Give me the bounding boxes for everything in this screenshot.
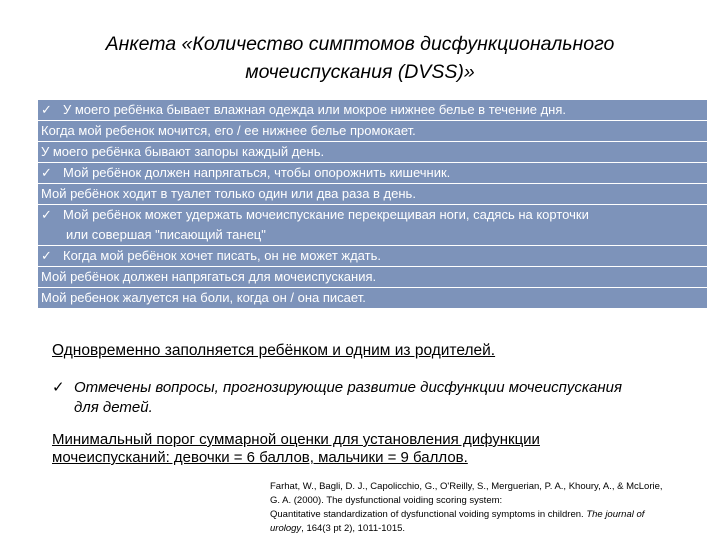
questionnaire-table <box>38 99 707 309</box>
threshold-line-2: мочеиспусканий: девочки = 6 баллов, мальчики = 9 баллов. <box>52 449 468 466</box>
question-text: Когда мой ребенок мочится, его / ее нижнее белье промокает. <box>41 123 416 138</box>
reference-citation <box>270 480 720 536</box>
question-row-2 <box>38 121 707 142</box>
note-line-1: Отмечены вопросы, прогнозирующие развитие дисфункции мочеиспускания <box>74 379 622 396</box>
question-row-5 <box>38 184 707 205</box>
fill-note: Одновременно заполняется ребёнком и одним из родителей. <box>52 342 496 359</box>
question-text-continued: или совершая "писающий танец" <box>66 227 266 242</box>
title-line-1: Анкета «Количество симптомов дисфункционального <box>105 33 615 55</box>
question-row-4 <box>38 163 707 184</box>
note-line-2: для детей. <box>74 399 153 416</box>
checkmark-icon: ✓ <box>41 207 52 222</box>
reference-line-3: Quantitative standardization of dysfunctional voiding symptoms in children. The journal of <box>270 509 645 520</box>
question-text: У моего ребёнка бывает влажная одежда или мокрое нижнее белье в течение дня. <box>63 102 567 117</box>
question-text: Мой ребёнок должен напрягаться, чтобы опорожнить кишечник. <box>63 165 451 180</box>
page-title <box>40 30 680 86</box>
question-text: Когда мой ребёнок хочет писать, он не может ждать. <box>63 248 381 263</box>
checkmark-icon: ✓ <box>41 248 52 263</box>
question-row-9 <box>38 288 707 309</box>
question-text: Мой ребёнок ходит в туалет только один или два раза в день. <box>41 186 416 201</box>
question-row-7 <box>38 246 707 267</box>
question-text: Мой ребёнок может удержать мочеиспускание перекрещивая ноги, садясь на корточки <box>63 207 589 222</box>
marked-questions-note <box>52 378 692 418</box>
journal-name: The journal of <box>586 509 645 520</box>
question-row-8 <box>38 267 707 288</box>
title-line-2: мочеиспускания (DVSS)» <box>245 61 475 83</box>
reference-line-2: G. A. (2000). The dysfunctional voiding scoring system: <box>270 495 503 506</box>
reference-line-1: Farhat, W., Bagli, D. J., Capolicchio, G., O'Reilly, S., Merguerian, P. A., Khoury, A., & McLorie, <box>270 481 663 492</box>
question-text: У моего ребёнка бывают запоры каждый день. <box>41 144 325 159</box>
checkmark-icon: ✓ <box>41 165 52 180</box>
threshold-note <box>52 431 672 467</box>
question-row-3 <box>38 142 707 163</box>
question-text: Мой ребенок жалуется на боли, когда он / она писает. <box>41 290 366 305</box>
reference-line-4: urology, 164(3 pt 2), 1011-1015. <box>270 523 406 534</box>
checkmark-icon: ✓ <box>41 102 52 117</box>
question-row-1 <box>38 100 707 121</box>
question-row-6 <box>38 205 707 246</box>
threshold-line-1: Минимальный порог суммарной оценки для установления дифункции <box>52 431 540 448</box>
checkmark-icon: ✓ <box>52 379 65 396</box>
question-text: Мой ребёнок должен напрягаться для мочеиспускания. <box>41 269 377 284</box>
journal-name-cont: urology <box>270 523 302 534</box>
